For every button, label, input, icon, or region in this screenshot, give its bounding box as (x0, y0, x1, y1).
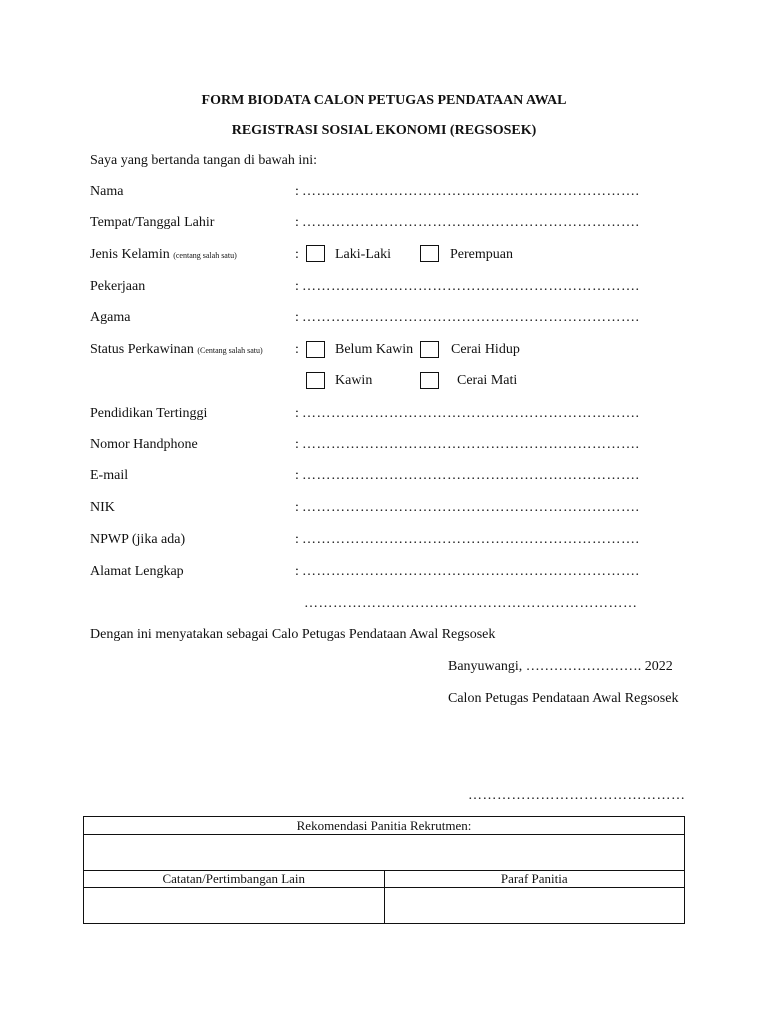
recommendation-cell[interactable] (84, 835, 685, 871)
checkbox-laki-laki[interactable] (306, 245, 325, 262)
colon: : (295, 532, 299, 547)
colon: : (295, 310, 299, 325)
col-header-paraf: Paraf Panitia (384, 871, 685, 888)
pekerjaan-field[interactable]: ……………………………………………………………. (302, 279, 640, 294)
label-alamat: Alamat Lengkap (90, 564, 184, 579)
colon: : (295, 564, 299, 579)
option-kawin: Kawin (335, 373, 373, 388)
agama-field[interactable]: ……………………………………………………………. (302, 310, 640, 325)
label-pekerjaan: Pekerjaan (90, 279, 146, 294)
colon: : (295, 247, 299, 262)
colon: : (295, 500, 299, 515)
option-perempuan: Perempuan (450, 247, 513, 262)
checkbox-cerai-mati[interactable] (420, 372, 439, 389)
nik-field[interactable]: ……………………………………………………………. (302, 500, 640, 515)
label-jenis-kelamin-text: Jenis Kelamin (90, 247, 170, 262)
declaration-text: Dengan ini menyatakan sebagai Calo Petugas Pendataan Awal Regsosek (90, 627, 496, 642)
label-nik: NIK (90, 500, 115, 515)
colon: : (295, 468, 299, 483)
signature-role: Calon Petugas Pendataan Awal Regsosek (448, 691, 679, 706)
colon: : (295, 342, 299, 357)
label-nama: Nama (90, 184, 124, 199)
label-handphone: Nomor Handphone (90, 437, 198, 452)
colon: : (295, 437, 299, 452)
signature-name-line[interactable]: ……………………………………… (468, 788, 686, 803)
checkbox-cerai-hidup[interactable] (420, 341, 439, 358)
form-title-line2: REGISTRASI SOSIAL EKONOMI (REGSOSEK) (231, 123, 537, 138)
colon: : (295, 215, 299, 230)
place-date: Banyuwangi, ……………………. 2022 (448, 659, 673, 674)
colon: : (295, 184, 299, 199)
catatan-cell[interactable] (84, 888, 385, 924)
checkbox-belum-kawin[interactable] (306, 341, 325, 358)
checkbox-kawin[interactable] (306, 372, 325, 389)
checkbox-perempuan[interactable] (420, 245, 439, 262)
nama-field[interactable]: ……………………………………………………………. (302, 184, 640, 199)
paraf-cell[interactable] (384, 888, 685, 924)
colon: : (295, 406, 299, 421)
label-status-note: (Centang salah satu) (197, 346, 263, 355)
alamat-field-line2[interactable]: …………………………………………………………… (304, 596, 638, 611)
recommendation-table (83, 816, 685, 924)
label-status-perkawinan (90, 341, 263, 360)
label-email: E-mail (90, 468, 129, 483)
col-header-catatan: Catatan/Pertimbangan Lain (84, 871, 385, 888)
table-header: Rekomendasi Panitia Rekrutmen: (84, 817, 685, 835)
alamat-field-line1[interactable]: ……………………………………………………………. (302, 564, 640, 579)
label-jenis-kelamin-note: (centang salah satu) (173, 251, 237, 260)
handphone-field[interactable]: ……………………………………………………………. (302, 437, 640, 452)
ttl-field[interactable]: ……………………………………………………………. (302, 215, 640, 230)
label-agama: Agama (90, 310, 131, 325)
option-laki-laki: Laki-Laki (335, 247, 391, 262)
pendidikan-field[interactable]: ……………………………………………………………. (302, 406, 640, 421)
label-pendidikan: Pendidikan Tertinggi (90, 406, 208, 421)
npwp-field[interactable]: ……………………………………………………………. (302, 532, 640, 547)
option-cerai-hidup: Cerai Hidup (451, 342, 520, 357)
colon: : (295, 279, 299, 294)
label-ttl: Tempat/Tanggal Lahir (90, 215, 215, 230)
form-title-line1: FORM BIODATA CALON PETUGAS PENDATAAN AWAL (201, 93, 567, 108)
label-jenis-kelamin (90, 246, 237, 265)
option-cerai-mati: Cerai Mati (457, 373, 518, 388)
intro-text: Saya yang bertanda tangan di bawah ini: (90, 153, 318, 168)
label-status-text: Status Perkawinan (90, 342, 194, 357)
option-belum-kawin: Belum Kawin (335, 342, 414, 357)
label-npwp: NPWP (jika ada) (90, 532, 186, 547)
email-field[interactable]: ……………………………………………………………. (302, 468, 640, 483)
